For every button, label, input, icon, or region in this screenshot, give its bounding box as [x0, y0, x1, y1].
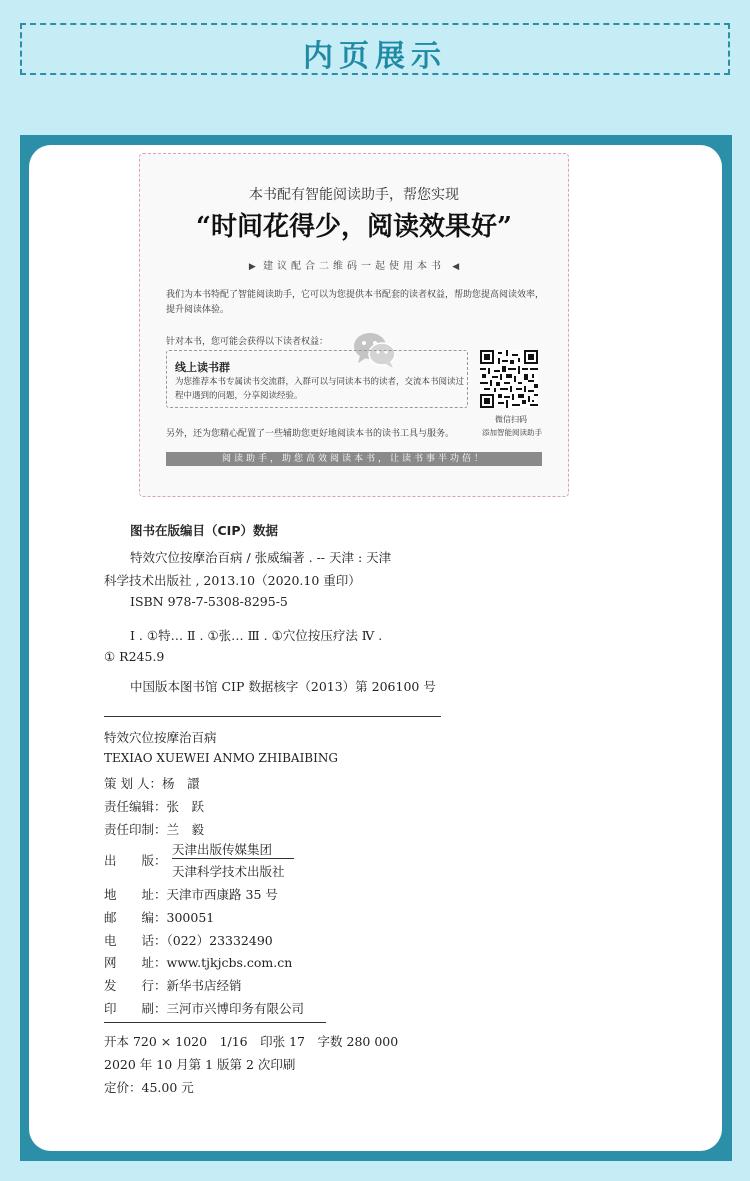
promo-hint — [140, 257, 568, 272]
info-row — [104, 908, 214, 926]
content-frame — [20, 135, 732, 1161]
credit-label: 责任印制： — [104, 822, 167, 837]
info-row — [104, 976, 242, 994]
cip-line: ① R245.9 — [104, 649, 165, 664]
qr-code-icon[interactable] — [480, 350, 538, 408]
cip-heading: 图书在版编目（CIP）数据 — [130, 523, 278, 538]
publisher-label: 出 版： — [104, 853, 167, 868]
credit-label: 责任编辑： — [104, 799, 167, 814]
promo-bar: 阅读助手，助您高效阅读本书，让读书事半功倍！ — [166, 452, 542, 466]
credit-row — [104, 820, 204, 838]
publisher-group: 天津出版传媒集团 — [172, 842, 273, 857]
promo-extra: 另外，还为您精心配置了一些辅助您更好地阅读本书的读书工具与服务。 — [166, 429, 455, 439]
cip-line: ISBN 978-7-5308-8295-5 — [130, 594, 288, 609]
cip-line: 特效穴位按摩治百病 / 张威编著 . -- 天津 : 天津 — [130, 550, 392, 565]
info-value: 天津市西康路 35 号 — [166, 887, 278, 902]
page-card — [29, 145, 722, 1151]
price: 定价：45.00 元 — [104, 1080, 194, 1095]
edition-info: 2020 年 10 月第 1 版第 2 次印刷 — [104, 1057, 296, 1072]
info-row — [104, 885, 278, 903]
info-value: 新华书店经销 — [166, 978, 242, 993]
info-row — [104, 999, 304, 1017]
benefits-label: 针对本书，您可能会获得以下读者权益： — [166, 337, 329, 347]
promo-subtitle: 本书配有智能阅读助手，帮您实现 — [249, 187, 459, 203]
divider — [104, 1022, 326, 1023]
info-value: （022）23332490 — [166, 933, 273, 948]
credit-value: 杨 譞 — [161, 776, 200, 791]
info-label: 地 址： — [104, 887, 167, 902]
print-spec: 开本 720 × 1020 1/16 印张 17 字数 280 000 — [104, 1034, 399, 1049]
info-label: 电 话： — [104, 933, 167, 948]
info-label: 邮 编： — [104, 910, 167, 925]
info-row — [104, 953, 292, 971]
info-value: 300051 — [166, 910, 215, 925]
publisher-divider — [172, 858, 294, 859]
info-value: www.tjkjcbs.com.cn — [166, 955, 293, 970]
credit-label: 策 划 人： — [104, 776, 162, 791]
info-label: 发 行： — [104, 978, 167, 993]
book-title: 特效穴位按摩治百病 — [104, 730, 217, 745]
cip-line: 中国版本图书馆 CIP 数据核字（2013）第 206100 号 — [130, 679, 436, 694]
info-row — [104, 931, 273, 949]
info-value: 三河市兴博印务有限公司 — [166, 1001, 305, 1016]
reading-assistant-panel — [139, 153, 569, 497]
reading-group-box — [166, 350, 468, 408]
info-label: 网 址： — [104, 955, 167, 970]
banner-title: 内页展示 — [303, 39, 447, 74]
credit-value: 兰 毅 — [166, 822, 205, 837]
info-label: 印 刷： — [104, 1001, 167, 1016]
play-right-icon: ▶ — [248, 262, 256, 272]
promo-headline: “时间花得少，阅读效果好” — [196, 212, 512, 242]
play-left-icon: ◀ — [452, 262, 460, 272]
divider — [104, 716, 441, 717]
promo-hint-text: 建议配合二维码一起使用本书 — [263, 261, 445, 272]
qr-sublabel: 添加智能阅读助手 — [482, 428, 542, 437]
qr-label: 微信扫码 — [495, 415, 527, 424]
credit-value: 张 跃 — [166, 799, 205, 814]
group-title: 线上读书群 — [175, 361, 230, 374]
group-description: 为您推荐本书专属读书交流群，入群可以与同读本书的读者，交流本书阅读过程中遇到的问题，分享阅读经验。 — [175, 377, 465, 401]
publisher-name: 天津科学技术出版社 — [172, 864, 285, 879]
credit-row — [104, 797, 204, 815]
book-title-pinyin: TEXIAO XUEWEI ANMO ZHIBAIBING — [104, 751, 338, 765]
header-banner — [20, 23, 730, 75]
promo-intro: 我们为本书特配了智能阅读助手，它可以为您提供本书配套的读者权益，帮助您提高阅读效率，提升阅读体验。 — [166, 290, 545, 315]
cip-line: 科学技术出版社 , 2013.10（2020.10 重印） — [104, 573, 361, 588]
cip-line: Ⅰ . ①特… Ⅱ . ①张… Ⅲ . ①穴位按压疗法 Ⅳ . — [130, 628, 383, 643]
credit-row — [104, 774, 199, 792]
